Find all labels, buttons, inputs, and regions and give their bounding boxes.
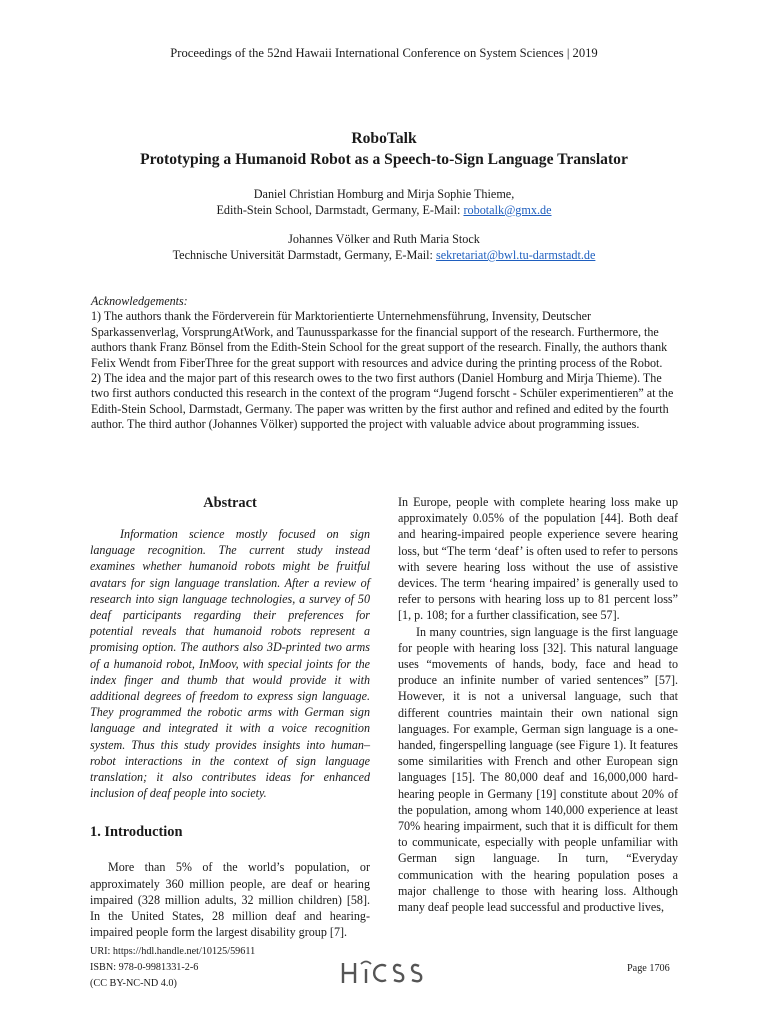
title-line-2: Prototyping a Humanoid Robot as a Speech-to-Sign Language Translator — [140, 151, 628, 168]
affiliation-text-1: Edith-Stein School, Darmstadt, Germany, E-Mail: — [216, 203, 464, 217]
acknowledgements-title: Acknowledgements: — [91, 294, 188, 308]
footer-identifiers — [90, 944, 255, 992]
author-affiliation-1 — [0, 202, 768, 218]
acknowledgements — [91, 294, 677, 433]
right-column — [398, 494, 678, 915]
hicss-logo — [340, 958, 428, 986]
paper-title — [0, 128, 768, 170]
running-head: Proceedings of the 52nd Hawaii International Conference on System Sciences | 2019 — [170, 46, 598, 60]
title-line-1: RoboTalk — [351, 130, 417, 147]
acknowledgements-paragraph-1: 1) The authors thank the Förderverein für Marktorientierte Unternehmensführung, Invensity, Deutscher Sparkassenverlag, VorsprungAtWork, and Taunussparkasse for the financial support of the research. Furthermore, the authors thank Franz Bönsel from the Edith-Stein School for the great support of the research. Finally, the authors thank Felix Wendt from FiberThree for the great support with resources and advice during the printing process of the Robot. — [91, 309, 668, 370]
left-column — [90, 494, 370, 940]
footer-license: (CC BY-NC-ND 4.0) — [90, 978, 177, 989]
introduction-heading: 1. Introduction — [90, 824, 183, 841]
introduction-paragraph-1: More than 5% of the world’s population, or approximately 360 million people, are deaf or hearing impaired (328 million adults, 32 million children) [58]. In the United States, 28 million deaf and hearing-impaired people form the largest disability group [7]. — [90, 860, 370, 940]
body-paragraph-1: In Europe, people with complete hearing loss make up approximately 0.05% of the population [44]. Both deaf and hearing-impaired people experience severe hearing loss, but “The term ‘deaf’ is often used to refer to persons with severe hearing loss without the use of assistive devices. The term ‘hearing impaired’ is generally used to refer to persons with hearing loss up to 81 percent loss” [1, p. 108; for a further classification, see 57]. — [398, 495, 678, 623]
abstract-heading: Abstract — [203, 495, 257, 511]
author-affiliation-2 — [0, 247, 768, 263]
author-block-2 — [0, 231, 768, 263]
email-link-1[interactable]: robotalk@gmx.de — [463, 203, 552, 217]
author-block-1 — [0, 186, 768, 218]
page-number: Page 1706 — [627, 963, 670, 974]
author-names-2: Johannes Völker and Ruth Maria Stock — [288, 232, 480, 246]
acknowledgements-paragraph-2: 2) The idea and the major part of this research owes to the two first authors (Daniel Homburg and Mirja Thieme). The two first authors conducted this research in the context of the program “Jugend forscht - Schüler experimentieren” at the Edith-Stein School, Darmstadt, Germany. The paper was written by the first author and refined and edited by the fourth author. The third author (Johannes Völker) supported the project with valuable advice about programming issues. — [91, 371, 674, 432]
footer-isbn: ISBN: 978-0-9981331-2-6 — [90, 962, 199, 973]
footer-uri: URI: https://hdl.handle.net/10125/59611 — [90, 946, 256, 957]
abstract-text: Information science mostly focused on sign language recognition. The current study instead examines whether humanoid robots might be fruitful avatars for sign language translation. After a review of research into sign language technologies, a survey of 50 deaf participants regarding their preferences for potential reveals that humanoid robots represent a promising option. The authors also 3D-printed two arms of a humanoid robot, InMoov, with special joints for the index finger and thumb that would provide it with additional degrees of freedom to express sign language. They programmed the robotic arms with German sign language and integrated it with a voice recognition system. Thus this study provides insights into human–robot interactions in the context of sign language translation; it also contributes ideas for enhanced inclusion of deaf people into society. — [90, 527, 370, 801]
affiliation-text-2: Technische Universität Darmstadt, Germany, E-Mail: — [172, 248, 436, 262]
author-names-1: Daniel Christian Homburg and Mirja Sophie Thieme, — [253, 187, 515, 201]
email-link-2[interactable]: sekretariat@bwl.tu-darmstadt.de — [435, 248, 596, 262]
body-paragraph-2: In many countries, sign language is the first language for people with hearing loss [32]. This natural language uses “movements of hands, body, face and head to produce an infinite number of varied sentences” [57]. However, it is not a universal language, such that different countries maintain their own national sign languages. For example, German sign language is a one-handed, fingerspelling language (see Figure 1). It features some similarities with French and other European sign languages [15]. The 80,000 deaf and 16,000,000 hard-hearing people in Germany [19] constitute about 20% of the population, among whom 140,000 experience at least 70% hearing impairment, such that it is difficult for them to communicate, especially with people unfamiliar with German sign language. In turn, “Everyday communication with the hearing population poses a major challenge to those with hearing loss. Although many deaf people lead successful and productive lives, — [398, 624, 678, 915]
